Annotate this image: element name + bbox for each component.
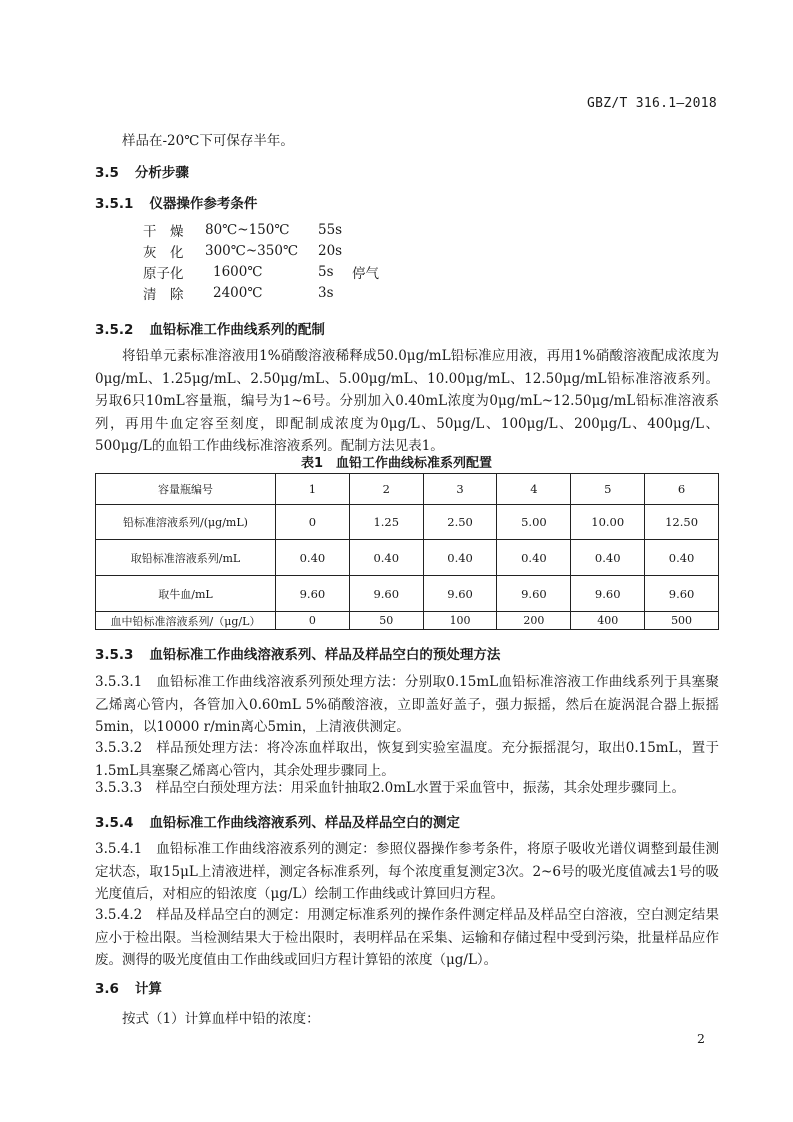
table-row <box>96 474 719 505</box>
table-cell: 100 <box>423 612 497 630</box>
condition-temperature: 2400℃ <box>213 284 263 301</box>
condition-row <box>143 240 379 261</box>
table-cell: 5.00 <box>497 505 571 540</box>
section-title: 计算 <box>134 981 162 997</box>
table-cell: 9.60 <box>571 576 645 612</box>
table-cell: 400 <box>571 612 645 630</box>
instrument-conditions <box>143 219 379 303</box>
condition-step: 灰 化 <box>143 244 184 261</box>
section-heading-3-5-4 <box>95 811 460 831</box>
document-id: GBZ/T 316.1—2018 <box>586 96 717 111</box>
table-cell: 3 <box>423 474 497 505</box>
section-title: 血铅标准工作曲线溶液系列、样品及样品空白的预处理方法 <box>149 647 501 663</box>
condition-time: 5s <box>318 263 334 280</box>
condition-step: 干 燥 <box>143 223 184 240</box>
table-cell: 1 <box>276 474 350 505</box>
row-label: 取铅标准溶液系列/mL <box>96 540 276 576</box>
condition-row <box>143 282 379 303</box>
table-cell: 0.40 <box>349 540 423 576</box>
row-label: 血中铅标准溶液系列/（μg/L） <box>96 612 276 630</box>
section-number: 3.5 <box>95 165 119 181</box>
condition-temperature: 80℃~150℃ <box>205 221 290 238</box>
section-number: 3.5.1 <box>95 196 134 212</box>
table-cell: 0 <box>276 612 350 630</box>
table-row <box>96 576 719 612</box>
table-cell: 9.60 <box>645 576 719 612</box>
table-cell: 50 <box>349 612 423 630</box>
table-cell: 9.60 <box>497 576 571 612</box>
section-title: 血铅标准工作曲线系列的配制 <box>149 322 325 338</box>
condition-temperature: 300℃~350℃ <box>205 242 299 259</box>
section-title: 分析步骤 <box>134 165 189 181</box>
table-row <box>96 505 719 540</box>
condition-temperature: 1600℃ <box>213 263 263 280</box>
table-cell: 0.40 <box>497 540 571 576</box>
calibration-series-table <box>95 473 719 630</box>
condition-time: 3s <box>318 284 334 301</box>
table-cell: 0.40 <box>276 540 350 576</box>
section-title: 仪器操作参考条件 <box>149 196 258 212</box>
condition-note <box>348 219 379 240</box>
condition-row <box>143 261 379 282</box>
section-number: 3.5.4 <box>95 815 134 831</box>
calibration-measurement-paragraph: 3.5.4.1 血铅标准工作曲线溶液系列的测定：参照仪器操作参考条件，将原子吸收光谱仪调整到最佳测定状态，取15μL上清液进样，测定各标准系列，每个浓度重复测定3次。2~6号的吸光度值减去1号的吸光度值后，对相应的铅浓度（μg/L）绘制工作曲线或计算回归方程。 <box>95 841 719 902</box>
table-cell: 0 <box>276 505 350 540</box>
condition-time: 20s <box>318 242 343 259</box>
condition-step: 原子化 <box>143 265 184 282</box>
table-cell: 12.50 <box>645 505 719 540</box>
sample-pretreatment-paragraph: 3.5.3.2 样品预处理方法：将冷冻血样取出，恢复到实验室温度。充分振摇混匀，取出0.15mL，置于1.5mL具塞聚乙烯离心管内，其余处理步骤同上。 <box>95 740 719 779</box>
table-cell: 0.40 <box>645 540 719 576</box>
calibration-pretreatment-paragraph: 3.5.3.1 血铅标准工作曲线溶液系列预处理方法：分别取0.15mL血铅标准溶液工作曲线系列于具塞聚乙烯离心管内，各管加入0.60mL 5%硝酸溶液，立即盖好盖子，强力振摇，然后在旋涡混合器上振摇5min，以10000 r/min离心5min，上清液供测定。 <box>95 674 719 735</box>
table-cell: 500 <box>645 612 719 630</box>
section-heading-3-5 <box>95 161 189 181</box>
table-cell: 9.60 <box>276 576 350 612</box>
condition-row <box>143 219 379 240</box>
sample-measurement-paragraph: 3.5.4.2 样品及样品空白的测定：用测定标准系列的操作条件测定样品及样品空白溶液，空白测定结果应小于检出限。当检测结果大于检出限时，表明样品在采集、运输和存储过程中受到污染，批量样品应作废。测得的吸光度值由工作曲线或回归方程计算铅的浓度（μg/L）。 <box>95 907 719 968</box>
row-label: 取牛血/mL <box>96 576 276 612</box>
table-cell: 5 <box>571 474 645 505</box>
condition-time: 55s <box>318 221 343 238</box>
table-cell: 0.40 <box>423 540 497 576</box>
table-cell: 2 <box>349 474 423 505</box>
table-caption: 表1 血铅工作曲线标准系列配置 <box>300 456 493 471</box>
row-label: 容量瓶编号 <box>96 474 276 505</box>
blank-pretreatment-paragraph: 3.5.3.3 样品空白预处理方法：用采血针抽取2.0mL水置于采血管中，振荡，其余处理步骤同上。 <box>95 780 685 796</box>
condition-step: 清 除 <box>143 286 184 303</box>
table-cell: 9.60 <box>423 576 497 612</box>
condition-note <box>348 282 379 303</box>
page-number: 2 <box>697 1031 705 1046</box>
table-cell: 2.50 <box>423 505 497 540</box>
table-row <box>96 612 719 630</box>
section-heading-3-5-3 <box>95 643 500 663</box>
table-cell: 0.40 <box>571 540 645 576</box>
condition-note <box>348 240 379 261</box>
condition-note: 停气 <box>352 265 379 282</box>
storage-note: 样品在-20℃下可保存半年。 <box>122 133 294 149</box>
section-heading-3-6 <box>95 977 162 997</box>
section-number: 3.5.3 <box>95 647 134 663</box>
table-cell: 4 <box>497 474 571 505</box>
row-label: 铅标准溶液系列/(μg/mL) <box>96 505 276 540</box>
section-heading-3-5-1 <box>95 192 257 212</box>
table-cell: 6 <box>645 474 719 505</box>
table-row <box>96 540 719 576</box>
calibration-preparation-paragraph: 将铅单元素标准溶液用1%硝酸溶液稀释成50.0μg/mL铅标准应用液，再用1%硝酸溶液配成浓度为0μg/mL、1.25μg/mL、2.50μg/mL、5.00μg/mL、10.00μg/mL、12.50μg/mL铅标准溶液系列。另取6只10mL容量瓶，编号为1~6号。分别加入0.40mL浓度为0μg/mL~12.50μg/mL铅标准溶液系列，再用牛血定容至刻度，即配制成浓度为0μg/L、50μg/L、100μg/L、200μg/L、400μg/L、500μg/L的血铅工作曲线标准溶液系列。配制方法见表1。 <box>95 348 719 454</box>
section-heading-3-5-2 <box>95 318 325 338</box>
table-cell: 10.00 <box>571 505 645 540</box>
table-cell: 1.25 <box>349 505 423 540</box>
calculation-intro: 按式（1）计算血样中铅的浓度： <box>122 1011 320 1027</box>
section-title: 血铅标准工作曲线溶液系列、样品及样品空白的测定 <box>149 815 460 831</box>
section-number: 3.5.2 <box>95 322 134 338</box>
table-cell: 9.60 <box>349 576 423 612</box>
section-number: 3.6 <box>95 981 119 997</box>
table-cell: 200 <box>497 612 571 630</box>
